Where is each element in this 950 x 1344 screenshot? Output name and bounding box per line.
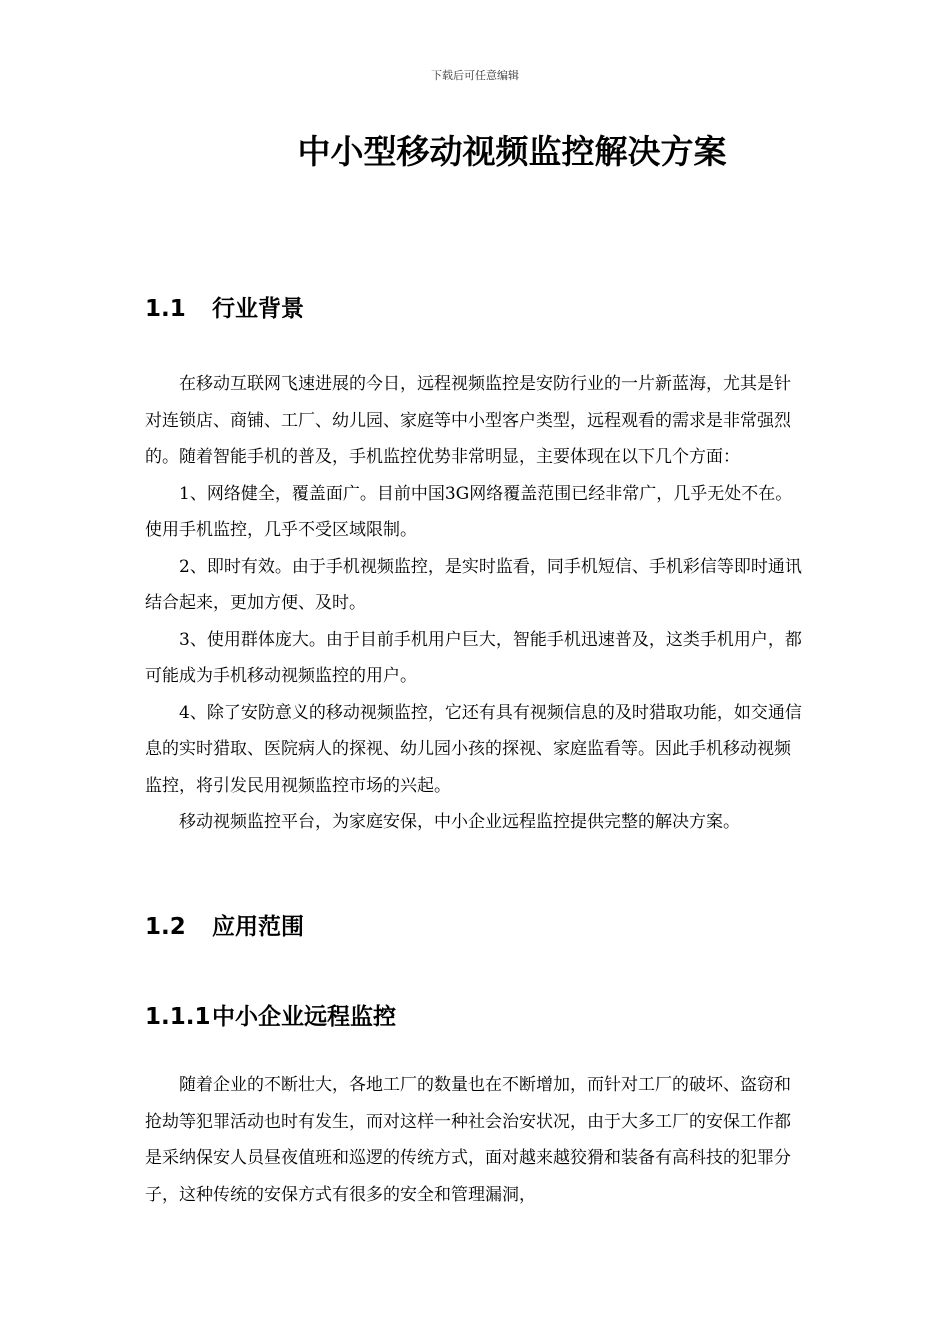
paragraph: 在移动互联网飞速进展的今日，远程视频监控是安防行业的一片新蓝海，尤其是针对连锁店、商铺、工厂、幼儿园、家庭等中小型客户类型，远程观看的需求是非常强烈的。随着智能手机的普及，手机监控优势非常明显，主要体现在以下几个方面： xyxy=(145,374,791,467)
paragraph: 移动视频监控平台，为家庭安保，中小企业远程监控提供完整的解决方案。 xyxy=(179,812,740,832)
heading-1-2 xyxy=(145,908,304,941)
heading-number: 1.2 xyxy=(145,914,186,940)
document-title: 中小型移动视频监控解决方案 xyxy=(297,132,727,171)
heading-1-1 xyxy=(145,290,304,323)
paragraph: 随着企业的不断壮大，各地工厂的数量也在不断增加，而针对工厂的破坏、盗窃和抢劫等犯罪活动也时有发生，而对这样一种社会治安状况，由于大多工厂的安保工作都是采纳保安人员昼夜值班和巡逻的传统方式，面对越来越狡猾和装备有高科技的犯罪分子，这种传统的安保方式有很多的安全和管理漏洞， xyxy=(145,1075,791,1205)
heading-number: 1.1.1 xyxy=(145,1004,211,1030)
heading-1-1-1 xyxy=(145,998,396,1031)
heading-number: 1.1 xyxy=(145,296,186,322)
section-3-body xyxy=(145,1067,807,1213)
heading-text: 行业背景 xyxy=(212,296,304,322)
heading-text: 应用范围 xyxy=(212,914,304,940)
paragraph: 3、使用群体庞大。由于目前手机用户巨大，智能手机迅速普及，这类手机用户，都可能成为手机移动视频监控的用户。 xyxy=(145,629,802,686)
heading-text: 中小企业远程监控 xyxy=(212,1004,396,1030)
paragraph: 2、即时有效。由于手机视频监控，是实时监看，同手机短信、手机彩信等即时通讯结合起来，更加方便、及时。 xyxy=(145,556,802,613)
paragraph: 4、除了安防意义的移动视频监控，它还有具有视频信息的及时猎取功能，如交通信息的实时猎取、医院病人的探视、幼儿园小孩的探视、家庭监看等。因此手机移动视频监控，将引发民用视频监控市场的兴起。 xyxy=(145,702,802,796)
header-note: 下载后可任意编辑 xyxy=(431,69,519,82)
section-1-body xyxy=(145,366,807,841)
paragraph: 1、网络健全，覆盖面广。目前中国3G网络覆盖范围已经非常广，几乎无处不在。使用手机监控，几乎不受区域限制。 xyxy=(145,483,793,540)
